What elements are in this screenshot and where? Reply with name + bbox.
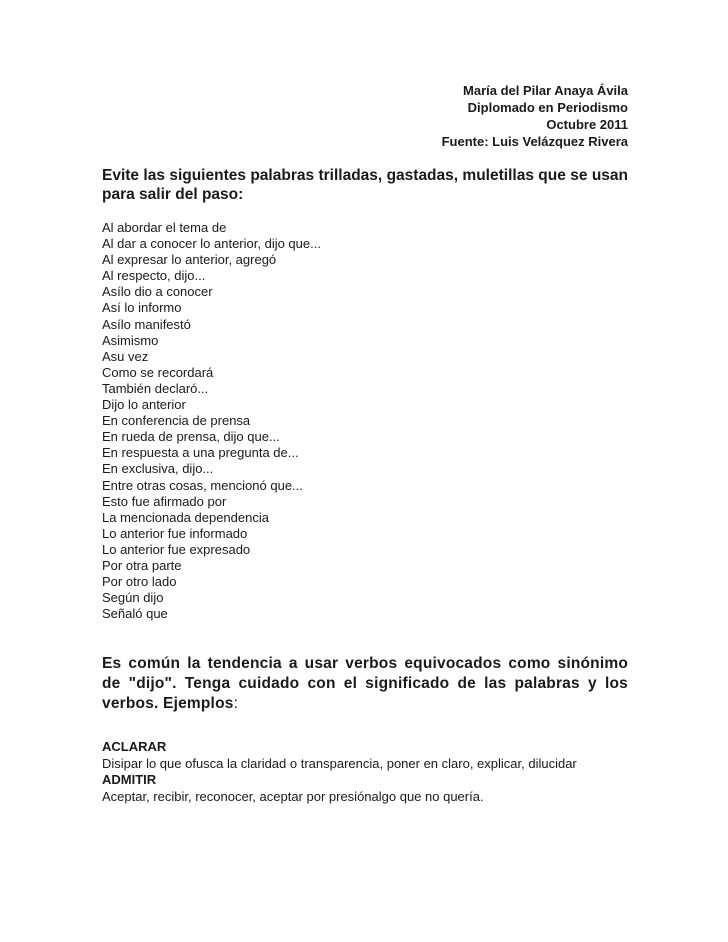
verbs-heading-tail: : — [233, 695, 239, 713]
phrase-item: Lo anterior fue expresado — [102, 541, 251, 557]
phrase-item: Señaló que — [102, 606, 168, 622]
verbs-heading-text: Es común la tendencia a usar verbos equivocados como sinónimo de "dijo". Tenga cuidado con el significado de las palabras y los verbos. Ejemplos — [102, 655, 628, 713]
phrase-item: Asílo manifestó — [102, 316, 191, 332]
phrase-item: Esto fue afirmado por — [102, 493, 227, 509]
intro-heading: Evite las siguientes palabras trilladas, gastadas, muletillas que se usan para salir del paso: — [102, 167, 628, 203]
source-line: Fuente: Luis Velázquez Rivera — [441, 134, 628, 149]
phrase-item: Según dijo — [102, 590, 164, 606]
phrase-item: Al expresar lo anterior, agregó — [102, 252, 277, 268]
phrase-item: Por otro lado — [102, 574, 177, 590]
phrase-item: Así lo informo — [102, 300, 182, 316]
definition-text: Disipar lo que ofusca la claridad o transparencia, poner en claro, explicar, dilucidar — [102, 755, 577, 771]
document-page — [102, 82, 628, 805]
phrase-item: Dijo lo anterior — [102, 397, 186, 413]
phrase-item: En conferencia de prensa — [102, 413, 251, 429]
program-name: Diplomado en Periodismo — [467, 100, 628, 115]
definition-list — [102, 739, 628, 805]
phrase-item: Como se recordará — [102, 364, 214, 380]
phrase-item: Asu vez — [102, 348, 149, 364]
phrase-item: En exclusiva, dijo... — [102, 461, 214, 477]
definition-term: ACLARAR — [102, 739, 167, 755]
phrase-item: Asimismo — [102, 332, 159, 348]
phrase-list — [102, 220, 628, 622]
phrase-item: En rueda de prensa, dijo que... — [102, 429, 280, 445]
phrase-item: En respuesta a una pregunta de... — [102, 445, 299, 461]
phrase-item: Al respecto, dijo... — [102, 268, 206, 284]
phrase-item: La mencionada dependencia — [102, 509, 269, 525]
definition-text: Aceptar, recibir, reconocer, aceptar por presiónalgo que no quería. — [102, 788, 484, 804]
author-name: María del Pilar Anaya Ávila — [463, 83, 628, 98]
phrase-item: Lo anterior fue informado — [102, 525, 248, 541]
definition-term: ADMITIR — [102, 772, 157, 788]
phrase-item: También declaró... — [102, 380, 209, 396]
phrase-item: Al abordar el tema de — [102, 220, 227, 235]
phrase-item: Entre otras cosas, mencionó que... — [102, 477, 303, 493]
phrase-item: Por otra parte — [102, 557, 182, 573]
phrase-item: Asílo dio a conocer — [102, 284, 213, 300]
verbs-heading — [102, 654, 628, 714]
document-header — [102, 82, 628, 150]
phrase-item: Al dar a conocer lo anterior, dijo que... — [102, 236, 321, 252]
document-date: Octubre 2011 — [546, 117, 628, 132]
